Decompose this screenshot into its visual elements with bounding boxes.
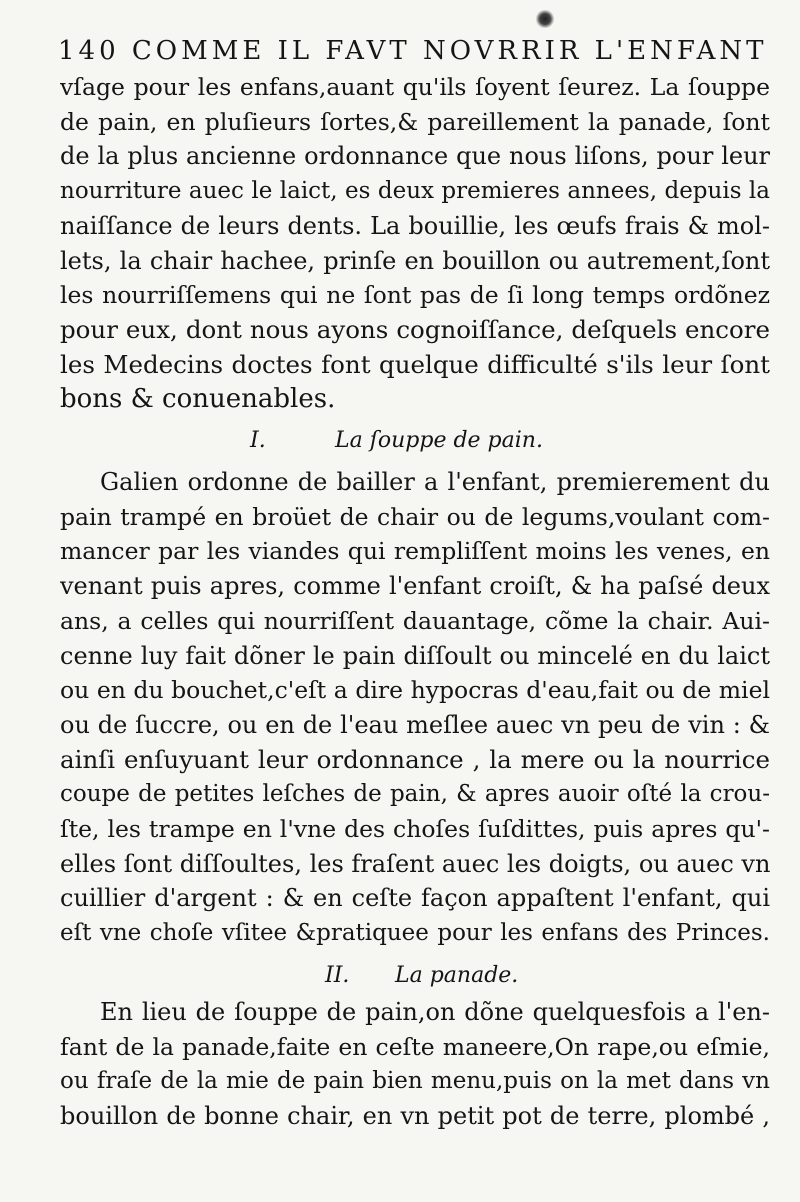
section-number: II. — [325, 963, 350, 988]
ink-blot — [535, 10, 555, 28]
text-line: ans, a celles qui nourriſſent dauantage, cõme la chair. Aui- — [60, 606, 770, 635]
section-title: La panade. — [395, 963, 519, 988]
text-line: bouillon de bonne chair, en vn petit pot de terre, plombé , — [60, 1102, 770, 1131]
text-line: venant puis apres, comme l'enfant croiſt, & ha paſsé deux — [60, 572, 770, 601]
paragraph-2 — [60, 465, 770, 951]
text-line: les nourriſſemens qui ne ſont pas de ſi long temps ordõnez — [60, 281, 770, 310]
text-line: elles ſont diſſoultes, les fraſent auec les doigts, ou auec vn — [60, 849, 770, 878]
text-line: vſage pour les enfans,auant qu'ils ſoyent ſeurez. La ſouppe — [60, 73, 770, 101]
section-number: I. — [250, 428, 266, 453]
section-title: La ſouppe de pain. — [335, 428, 543, 453]
text-line: ainſi enſuyuant leur ordonnance , la mere ou la nourrice — [60, 744, 770, 774]
text-line: ſte, les trampe en l'vne des choſes ſuſdittes, puis apres qu'- — [60, 815, 770, 844]
text-line: fant de la panade,faite en ceſte maneere,On rape,ou eſmie, — [60, 1032, 770, 1061]
text-line: les Medecins doctes font quelque difficulté s'ils leur ſont — [60, 349, 770, 379]
text-line: pour eux, dont nous ayons cognoiſſance, deſquels encore — [60, 314, 770, 344]
text-line: mancer par les viandes qui rempliſſent moins les venes, en — [60, 537, 770, 566]
text-line: de la plus ancienne ordonnance que nous liſons, pour leur — [60, 142, 770, 171]
text-line: naiſſance de leurs dents. La bouillie, les œufs frais & mol- — [60, 211, 770, 240]
text-line: nourriture auec le laict, es deux premieres annees, depuis la — [60, 178, 770, 205]
text-line: ou fraſe de la mie de pain bien menu,puis on la met dans vn — [60, 1068, 770, 1095]
text-line: coupe de petites leſches de pain, & apres auoir oſté la crou- — [60, 781, 770, 808]
text-line: En lieu de ſouppe de pain,on dõne quelquesfois a l'en- — [100, 998, 770, 1026]
text-line: cuillier d'argent : & en ceſte façon appaſtent l'enfant, qui — [60, 884, 770, 913]
text-line: Galien ordonne de bailler a l'enfant, premierement du — [100, 468, 770, 496]
text-line: cenne luy fait dõner le pain diſſoult ou mincelé en du laict — [60, 641, 770, 670]
text-line: ou en du bouchet,c'eſt a dire hypocras d'eau,fait ou de miel — [60, 676, 770, 705]
text-line: lets, la chair hachee, prinſe en bouillon ou autrement,ſont — [60, 246, 770, 275]
text-line: de pain, en pluſieurs ſortes,& pareillement la panade, ſont — [60, 107, 770, 136]
text-line: ou de ſuccre, ou en de l'eau meſlee auec vn peu de vin : & — [60, 710, 770, 739]
text-line: pain trampé en broüet de chair ou de legums,voulant com- — [60, 502, 770, 531]
text-line: eſt vne choſe vſitee &pratiquee pour les enfans des Princes. — [60, 920, 770, 947]
paragraph-1 — [60, 70, 770, 417]
running-header: 140 COMME IL FAVT NOVRRIR L'ENFANT — [58, 36, 768, 66]
text-line: bons & conuenables. — [60, 384, 336, 415]
paragraph-3 — [60, 995, 770, 1134]
